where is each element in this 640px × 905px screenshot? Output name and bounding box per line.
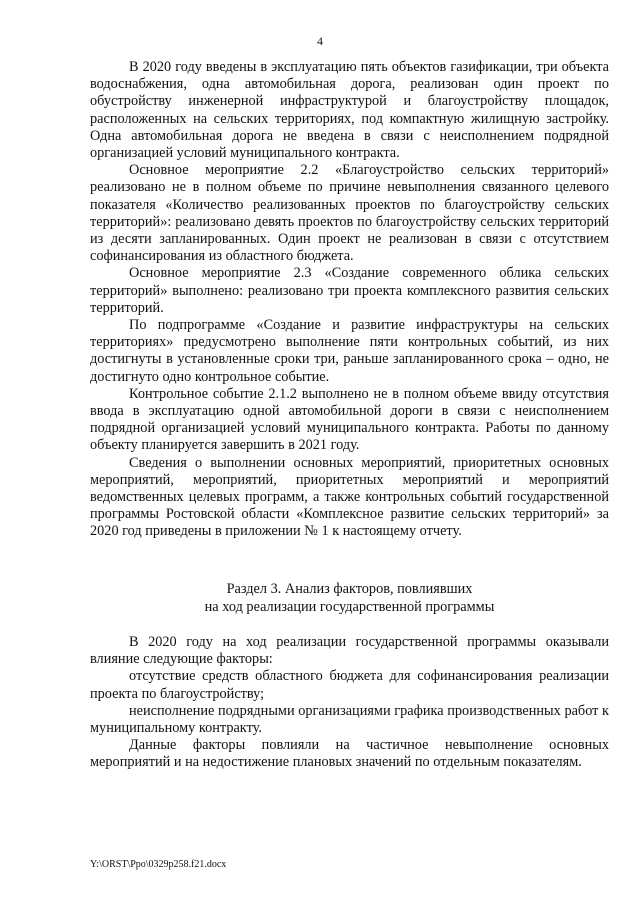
section-3-body [90, 634, 609, 772]
page-number: 4 [317, 34, 323, 48]
paragraph-appendix-reference: Сведения о выполнении основных мероприятий, приоритетных основных мероприятий, мероприятий, приоритетных мероприятий и мероприятий ведомственных целевых программ, а также контрольных событий государственной программы Ростовской области «Комплексное развитие сельских территорий» за 2020 год приведены в приложении № 1 к настоящему отчету. [90, 454, 609, 540]
document-body [90, 59, 609, 541]
section-heading-line-2: на ход реализации государственной программы [204, 598, 495, 615]
section-factor-1: отсутствие средств областного бюджета для софинансирования реализации проекта по благоустройству; [90, 668, 609, 702]
section-factor-2: неисполнение подрядными организациями графика производственных работ к муниципальному контракту. [90, 702, 609, 737]
section-paragraph-conclusion: Данные факторы повлияли на частичное невыполнение основных мероприятий и на недостижение плановых значений по отдельным показателям. [90, 737, 609, 771]
paragraph-measure-2-2: Основное мероприятие 2.2 «Благоустройство сельских территорий» реализовано не в полном объеме по причине невыполнения связанного целевого показателя «Количество реализованных проектов по благоустройству сельских территорий»: реализовано девять проектов по благоустройству сельских территорий из десяти запланированных. Один проект не реализован в связи с отсутствием софинансирования из областного бюджета. [90, 162, 609, 265]
section-3-heading [90, 581, 609, 616]
paragraph-subprogram-events: По подпрограмме «Создание и развитие инфраструктуры на сельских территориях» предусмотрено выполнение пяти контрольных событий, из них достигнуты в установленные сроки три, раньше запланированного срока – одно, не достигнуто одно контрольное событие. [90, 317, 609, 385]
section-heading-line-1: Раздел 3. Анализ факторов, повлиявших [226, 581, 473, 597]
section-paragraph-intro: В 2020 году на ход реализации государственной программы оказывали влияние следующие факторы: [90, 634, 609, 668]
footer-file-path: Y:\ORST\Ppo\0329p258.f21.docx [90, 859, 227, 870]
paragraph-control-event-2-1-2: Контрольное событие 2.1.2 выполнено не в полном объеме ввиду отсутствия ввода в эксплуатацию одной автомобильной дороги в связи с неисполнением подрядной организацией условий муниципального контракта. Работы по данному объекту планируется завершить в 2021 году. [90, 385, 609, 454]
paragraph-gasification: В 2020 году введены в эксплуатацию пять объектов газификации, три объекта водоснабжения, одна автомобильная дорога, реализован один проект по обустройству инженерной инфраструктурой и благоустройству площадок, расположенных на сельских территориях, под компактную жилищную застройку. Одна автомобильная дорога не введена в связи с неисполнением подрядной организацией условий муниципального контракта. [90, 59, 609, 162]
paragraph-measure-2-3: Основное мероприятие 2.3 «Создание современного облика сельских территорий» выполнено: реализовано три проекта комплексного развития сельских территорий. [90, 265, 609, 316]
